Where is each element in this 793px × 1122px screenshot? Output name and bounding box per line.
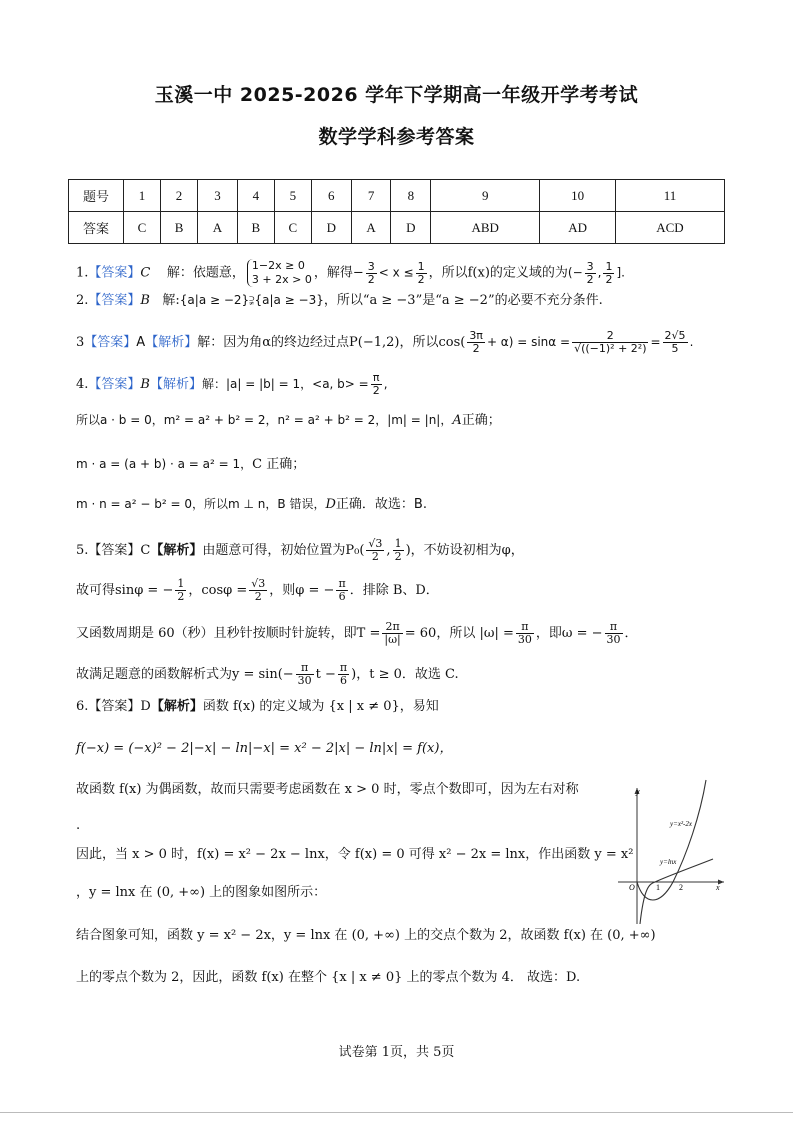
log-curve xyxy=(640,859,713,924)
analysis-tag: 【解析】 xyxy=(150,543,203,558)
table-row-numbers xyxy=(69,180,725,212)
question-5-line-1: 5.【答案】C【解析】由题意可得，初始位置为P₀( $\frac{√3}{2}$ , $\frac{1}{2}$ )，不妨设初相为φ， xyxy=(76,537,524,563)
table-cell: 4 xyxy=(237,180,274,212)
table-cell: AD xyxy=(540,212,616,244)
question-4-line-4: m · n = a² − b² = 0，所以m ⊥ n，B 错误，D正确．故选：B. xyxy=(76,497,427,512)
table-cell: ABD xyxy=(431,212,540,244)
answer-tag: 【答案】 xyxy=(84,335,137,350)
row-label-answer: 答案 xyxy=(69,212,124,244)
table-cell: C xyxy=(274,212,311,244)
analysis-tag: 【解析】 xyxy=(149,377,202,392)
log-label: y=lnx xyxy=(660,858,677,866)
table-cell: D xyxy=(391,212,431,244)
table-cell: 9 xyxy=(431,180,540,212)
page-title: 玉溪一中 2025-2026 学年下学期高一年级开学考考试 xyxy=(154,84,639,106)
question-6-line-8: 上的零点个数为 2，因此，函数 f(x) 在整个 {x | x ≠ 0} 上的零点个数为 4． 故选：D. xyxy=(76,970,581,985)
inequality-system: 1−2x ≥ 0 3 + 2x > 0 xyxy=(247,259,312,287)
page-footer: 试卷第 1页，共 5页 xyxy=(338,1045,455,1060)
y-axis-label: y xyxy=(636,787,640,796)
table-cell: 10 xyxy=(540,180,616,212)
table-cell: 1 xyxy=(124,180,161,212)
question-6-line-2: f(−x) = (−x)² − 2|−x| − ln|−x| = x² − 2|x| − ln|x| = f(x)， xyxy=(76,741,453,756)
question-1: 1.【答案】C 解：依题意， 1−2x ≥ 0 3 + 2x > 0 ，解得− $\frac{3}{2}$ < x ≤ $\frac{1}{2}$ ，所以f(x)的定义域的为(− $\frac{3}{2}$ , $\frac{1}{2}$ ]. xyxy=(76,259,625,286)
table-cell: B xyxy=(161,212,198,244)
origin-label: O xyxy=(629,883,635,892)
row-label-number: 题号 xyxy=(69,180,124,212)
question-6-line-6: ，y = lnx 在 (0, +∞) 上的图象如图所示： xyxy=(76,885,327,900)
table-cell: B xyxy=(237,212,274,244)
table-cell: D xyxy=(311,212,351,244)
table-cell: 11 xyxy=(615,180,724,212)
table-cell: 7 xyxy=(351,180,391,212)
table-cell: ACD xyxy=(615,212,724,244)
answer-tag: 【答案】 xyxy=(88,377,141,392)
question-6-line-3: 故函数 f(x) 为偶函数，故而只需要考虑函数在 x > 0 时，零点个数即可，因为左右对称 xyxy=(76,782,579,797)
tick-label-2: 2 xyxy=(679,883,683,892)
table-cell: A xyxy=(351,212,391,244)
question-4-line-2: 所以a · b = 0，m² = a² + b² = 2，n² = a² + b² = 2，|m| = |n|，A正确； xyxy=(76,413,501,428)
page-subtitle: 数学学科参考答案 xyxy=(318,126,475,148)
question-2: 2.【答案】B 解:{a|a ≥ −2}⫌{a|a ≥ −3}，所以“a ≥ −3”是“a ≥ −2”的必要不充分条件. xyxy=(76,293,603,308)
function-graph xyxy=(612,778,730,928)
table-row-answers xyxy=(69,212,725,244)
table-cell: 2 xyxy=(161,180,198,212)
answer-tag: 【答案】 xyxy=(88,265,141,281)
bottom-divider xyxy=(0,1112,793,1113)
table-cell: 3 xyxy=(198,180,238,212)
question-6-line-5: 因此，当 x > 0 时，f(x) = x² − 2x − lnx，令 f(x) = 0 可得 x² − 2x = lnx，作出函数 y = x² xyxy=(76,847,634,862)
table-cell: C xyxy=(124,212,161,244)
question-6-line-1: 6.【答案】D【解析】函数 f(x) 的定义域为 {x | x ≠ 0}，易知 xyxy=(76,699,439,714)
question-6-line-7: 结合图象可知，函数 y = x² − 2x，y = lnx 在 (0, +∞) 上的交点个数为 2，故函数 f(x) 在 (0, +∞) xyxy=(76,928,656,943)
tick-label-1: 1 xyxy=(656,883,660,892)
answer-table xyxy=(68,179,725,244)
question-3: 3【答案】A【解析】解：因为角α的终边经过点P(−1,2)，所以cos( $\frac{3\pi}{2}$ + α) = sinα = $\frac{2}{\text{√((−1)² + 2²)}}$ = $\frac{2√5}{5}$ . xyxy=(76,329,694,355)
question-4-line-3: m · a = (a + b) · a = a² = 1，C 正确； xyxy=(76,457,306,472)
table-cell: A xyxy=(198,212,238,244)
question-5-line-4: 故满足题意的函数解析式为y = sin(− $\frac{\pi}{30}$ t − $\frac{\pi}{6}$ )，t ≥ 0．故选 C. xyxy=(76,661,459,687)
question-4-line-1: 4.【答案】B【解析】解：|a| = |b| = 1，<a, b> = $\frac{\pi}{2}$ , xyxy=(76,371,388,397)
analysis-tag: 【解析】 xyxy=(145,335,198,350)
x-axis-label: x xyxy=(716,883,720,892)
table-cell: 5 xyxy=(274,180,311,212)
parabola-label: y=x²-2x xyxy=(670,820,692,828)
table-cell: 8 xyxy=(391,180,431,212)
question-6-line-4: . xyxy=(76,818,81,833)
analysis-tag: 【解析】 xyxy=(150,699,203,714)
table-cell: 6 xyxy=(311,180,351,212)
question-5-line-3: 又函数周期是 60（秒）且秒针按顺时针旋转，即T = $\frac{2\pi}{|\omega|}$ = 60，所以 |ω| = $\frac{\pi}{30}$ ，即ω = − $\frac{\pi}{30}$ ． xyxy=(76,620,638,646)
answer-tag: 【答案】 xyxy=(88,293,141,308)
question-5-line-2: 故可得sinφ = − $\frac{1}{2}$ ，cosφ = $\frac{√3}{2}$ ，则φ = − $\frac{\pi}{6}$ ．排除 B、D． xyxy=(76,577,439,603)
